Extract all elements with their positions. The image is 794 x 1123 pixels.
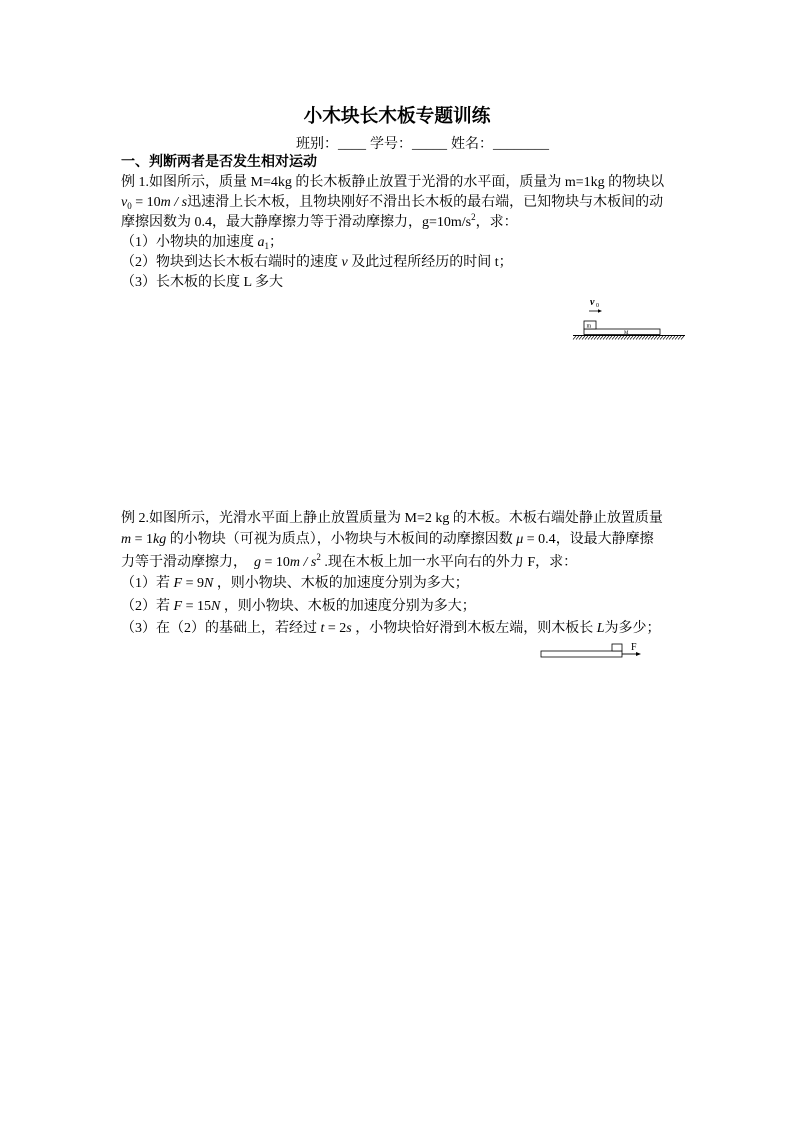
friction-coefficient-variable: μ: [516, 532, 524, 547]
example-2-line-3: [121, 553, 577, 573]
small-block-label: m: [586, 323, 592, 330]
class-label: 班别：: [296, 137, 338, 152]
force-unit: N: [210, 599, 221, 614]
long-board-label: M: [624, 330, 629, 336]
gravity-exponent: 2: [471, 212, 476, 222]
example-1-question-1-text-b: ；: [269, 235, 283, 250]
example-2-question-3-text-c: 为多少；: [604, 621, 661, 636]
example-2-question-3: [121, 619, 661, 639]
name-blank: ________: [493, 137, 549, 152]
worksheet-title: 小木块长木板专题训练: [303, 106, 491, 127]
figure-2-diagram: [538, 640, 646, 662]
block-mass-variable: m: [121, 532, 132, 547]
figure-1-diagram: [570, 292, 690, 344]
example-1-line-2: [121, 193, 663, 213]
name-label: 姓名：: [451, 137, 493, 152]
example-1-line-3: [121, 213, 518, 233]
acceleration-variable: a: [257, 235, 265, 250]
velocity-arrow-head: [598, 309, 602, 312]
example-2-question-1-text-a: （1）若: [121, 576, 174, 591]
long-board: [584, 329, 660, 335]
v0-value: = 10: [131, 195, 161, 210]
force-arrow-head: [636, 652, 641, 656]
example-2-question-3-text-a: （3）在（2）的基础上，若经过: [121, 621, 321, 636]
example-2-question-1: [121, 574, 469, 594]
class-blank: ____: [338, 137, 366, 152]
force-variable: F: [173, 599, 183, 614]
length-variable: L: [596, 621, 605, 636]
example-1-question-2-text-b: 及此过程所经历的时间 t；: [347, 255, 513, 270]
example-2-line-2: [121, 530, 654, 550]
example-1-line-3-text-a: 摩擦因数为 0.4，最大静摩擦力等于滑动摩擦力，g=10m/s: [121, 215, 472, 230]
student-id-blank: _____: [412, 137, 447, 152]
example-2-line-2-text-b: ，设最大静摩擦: [555, 532, 654, 547]
example-1-question-3: （3）长木板的长度 L 多大: [121, 275, 284, 290]
example-2-line-1: 例 2.如图所示，光滑水平面上静止放置质量为 M=2 kg 的木板。木板右端处静止放置质量: [121, 511, 663, 526]
v0-variable: v: [121, 195, 128, 210]
example-1-question-1-text-a: （1）小物块的加速度: [121, 235, 258, 250]
force-variable: F: [173, 576, 183, 591]
example-1-question-2: [121, 253, 513, 273]
example-2-question-2-text-b: ，则小物块、木板的加速度分别为多大；: [220, 599, 476, 614]
initial-velocity-label: v: [590, 297, 595, 308]
student-id-label: 学号：: [370, 137, 412, 152]
student-info-line: [296, 135, 549, 155]
example-2-line-3-text-a: 力等于滑动摩擦力，: [121, 555, 254, 570]
example-1-line-1: 例 1.如图所示，质量 M=4kg 的长木板静止放置于光滑的水平面，质量为 m=1kg 的物块以: [121, 175, 665, 190]
block-mass-value: = 1: [131, 532, 154, 547]
example-2-question-3-text-b: ，小物块恰好滑到木板左端，则木板长: [351, 621, 597, 636]
gravity-variable: g: [254, 555, 261, 570]
section-1-heading: 一、判断两者是否发生相对运动: [121, 155, 317, 170]
v0-subscript: 0: [127, 201, 132, 211]
example-2-question-2-text-a: （2）若: [121, 599, 174, 614]
acceleration-subscript: 1: [264, 241, 269, 251]
time-value: = 2: [324, 621, 347, 636]
friction-coefficient-value: = 0.4: [523, 532, 556, 547]
force-value: = 15: [182, 599, 211, 614]
time-variable: t: [320, 621, 325, 636]
velocity-variable: v: [341, 255, 348, 270]
gravity-unit: m / s: [289, 555, 317, 570]
example-2-line-3-text-b: .现在木板上加一水平向右的外力 F，求：: [320, 555, 578, 570]
time-unit: s: [346, 621, 352, 636]
example-1-line-2-text: 迅速滑上长木板，且物块刚好不滑出长木板的最右端，已知物块与木板间的动: [187, 195, 664, 210]
ground-hatching: [573, 336, 684, 340]
wooden-board: [541, 651, 622, 657]
force-value: = 9: [182, 576, 204, 591]
initial-velocity-subscript: 0: [596, 303, 599, 309]
gravity-value: = 10: [261, 555, 290, 570]
force-label: F: [631, 642, 637, 653]
v0-unit: m / s: [160, 195, 188, 210]
example-2-question-2: [121, 597, 476, 617]
example-2-line-2-text-a: 的小物块（可视为质点），小物块与木板间的动摩擦因数: [166, 532, 517, 547]
block-mass-unit: kg: [153, 532, 167, 547]
gravity-unit-exponent: 2: [316, 552, 321, 562]
example-1-question-2-text-a: （2）物块到达长木板右端时的速度: [121, 255, 342, 270]
small-block: [612, 644, 622, 651]
example-1-question-1: [121, 233, 283, 253]
force-unit: N: [203, 576, 214, 591]
example-2-question-1-text-b: ，则小物块、木板的加速度分别为多大；: [213, 576, 469, 591]
example-1-line-3-text-b: ，求：: [475, 215, 518, 230]
